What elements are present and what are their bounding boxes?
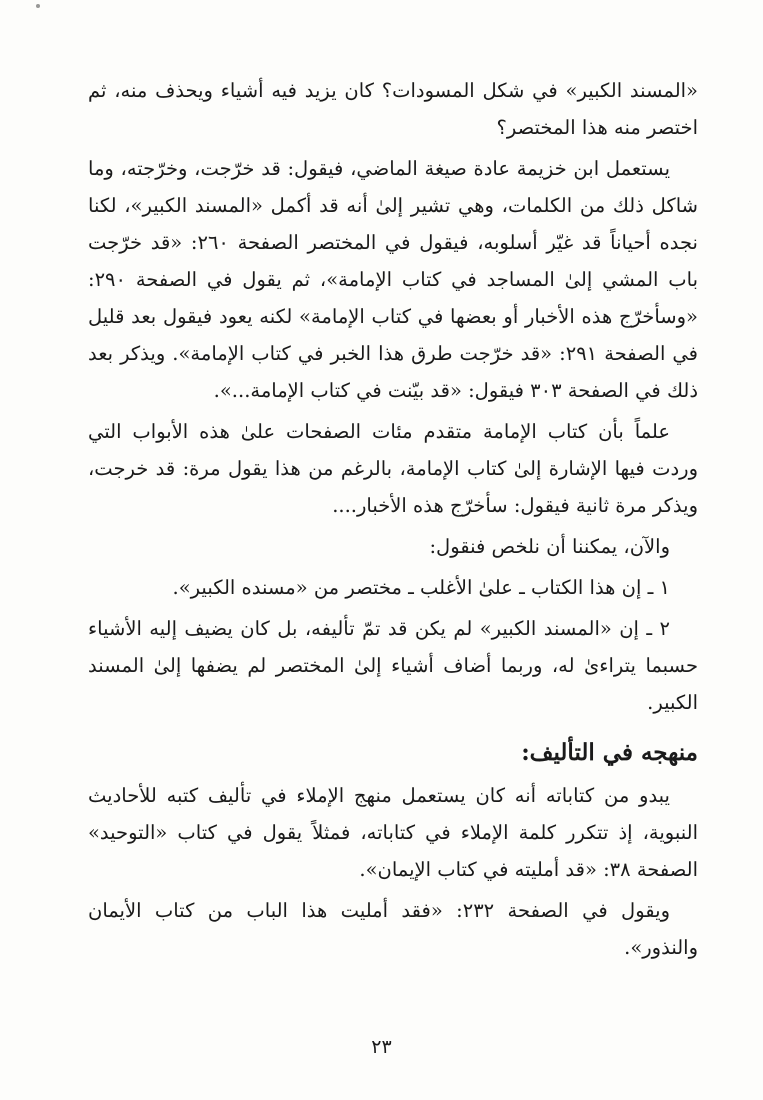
page-number: ٢٣ <box>371 1036 392 1058</box>
paragraph-3: علماً بأن كتاب الإمامة متقدم مئات الصفحات علىٰ هذه الأبواب التي وردت فيها الإشارة إلىٰ كتاب الإمامة، بالرغم من هذا يقول مرة: قد خرجت، ويذكر مرة ثانية فيقول: سأخرّج هذه الأخبار.... <box>88 420 698 517</box>
paragraph-4: والآن، يمكننا أن نلخص فنقول: <box>429 535 670 558</box>
section-heading: منهجه في التأليف: <box>521 739 698 766</box>
list-item-2: ٢ ـ إن «المسند الكبير» لم يكن قد تمّ تأليفه، بل كان يضيف إليه الأشياء حسبما يتراءىٰ له، وربما أضاف أشياء إلىٰ المختصر لم يضفها إلىٰ المسند الكبير. <box>88 617 698 714</box>
paragraph-2: يستعمل ابن خزيمة عادة صيغة الماضي، فيقول: قد خرّجت، وخرّجته، وما شاكل ذلك من الكلمات، وهي تشير إلىٰ أنه قد أكمل «المسند الكبير»، لكنا نجده أحياناً قد غيّر أسلوبه، فيقول في المختصر الصفحة ٢٦٠: «قد خرّجت باب المشي إلىٰ المساجد في كتاب الإمامة»، ثم يقول في الصفحة ٢٩٠: «وسأخرّج هذه الأخبار أو بعضها في كتاب الإمامة» لكنه يعود فيقول بعد قليل في الصفحة ٢٩١: «قد خرّجت طرق هذا الخبر في كتاب الإمامة». ويذكر بعد ذلك في الصفحة ٣٠٣ فيقول: «قد بيّنت في كتاب الإمامة...». <box>88 157 698 402</box>
paragraph-6: ويقول في الصفحة ٢٣٢: «فقد أمليت هذا الباب من كتاب الأيمان والنذور». <box>88 899 698 959</box>
paragraph-5: يبدو من كتاباته أنه كان يستعمل منهج الإملاء في تأليف كتبه للأحاديث النبوية، إذ تتكرر كلمة الإملاء في كتاباته، فمثلاً يقول في كتاب «التوحيد» الصفحة ٣٨: «قد أمليته في كتاب الإيمان». <box>88 784 698 881</box>
list-item-1: ١ ـ إن هذا الكتاب ـ علىٰ الأغلب ـ مختصر من «مسنده الكبير». <box>172 576 670 599</box>
document-page <box>88 72 698 970</box>
paragraph-1: «المسند الكبير» في شكل المسودات؟ كان يزيد فيه أشياء ويحذف منه، ثم اختصر منه هذا المختصر؟ <box>88 79 698 139</box>
page-speck <box>36 4 40 8</box>
